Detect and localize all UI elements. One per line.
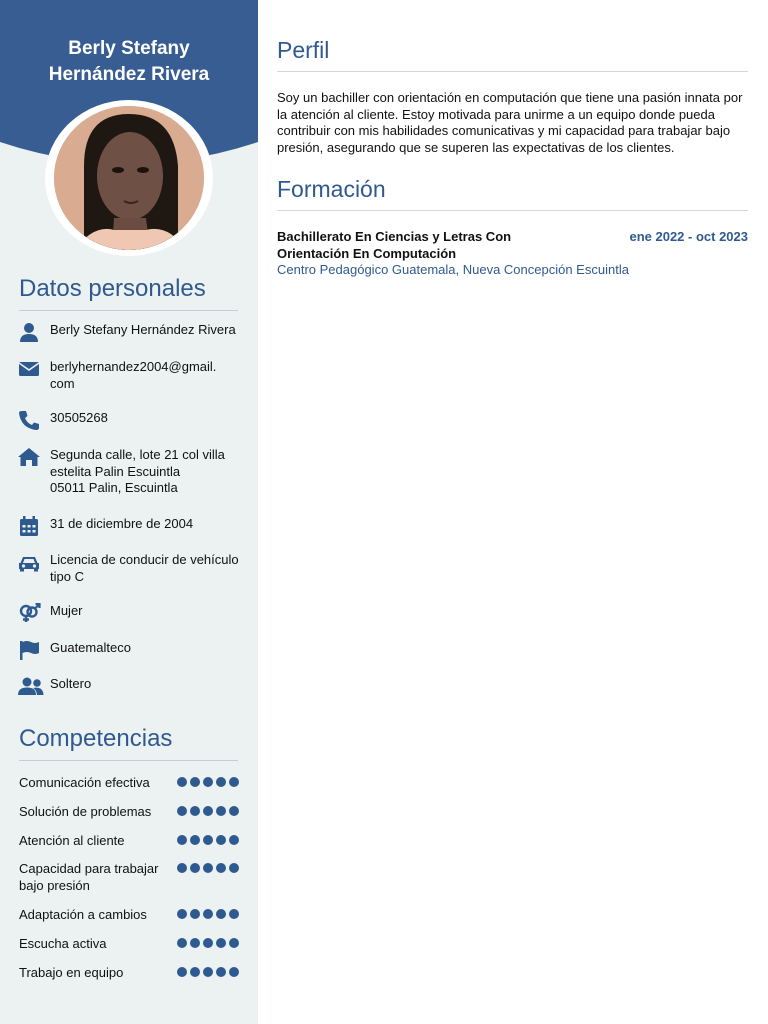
skill-rating [177, 806, 239, 816]
gender-icon [18, 603, 40, 623]
skill-row [19, 964, 239, 981]
personal-item-text: Segunda calle, lote 21 col villa estelita Palin Escuintla 05011 Palin, Escuintla [50, 447, 225, 495]
rating-dot [203, 777, 213, 787]
car-icon [18, 552, 40, 572]
rating-dot [216, 909, 226, 919]
rating-dot [190, 938, 200, 948]
phone-icon [18, 410, 40, 430]
education-divider [277, 210, 748, 211]
skill-rating [177, 835, 239, 845]
rating-dot [229, 967, 239, 977]
personal-item-text: 30505268 [50, 410, 108, 425]
personal-item-text: Guatemalteco [50, 640, 131, 655]
personal-item-text: berlyhernandez2004@gmail. com [50, 359, 217, 391]
envelope-icon [18, 359, 40, 379]
rating-dot [190, 806, 200, 816]
skill-label: Capacidad para trabajar bajo presión [19, 861, 159, 893]
rating-dot [229, 777, 239, 787]
rating-dot [216, 938, 226, 948]
skills-divider [19, 760, 238, 761]
rating-dot [177, 938, 187, 948]
rating-dot [216, 967, 226, 977]
education-degree: Bachillerato En Ciencias y Letras Con Orientación En Computación [277, 229, 512, 261]
personal-item-text: Soltero [50, 676, 92, 691]
personal-item-text: 31 de diciembre de 2004 [50, 516, 194, 531]
skill-rating [177, 938, 239, 948]
skill-label: Atención al cliente [19, 833, 125, 848]
skill-row [19, 935, 239, 952]
rating-dot [177, 777, 187, 787]
person-icon [18, 322, 40, 342]
rating-dot [229, 938, 239, 948]
sidebar [0, 0, 258, 1024]
skill-label: Comunicación efectiva [19, 775, 150, 790]
rating-dot [177, 909, 187, 919]
personal-item-text: Licencia de conducir de vehículo tipo C [50, 552, 239, 584]
skill-label: Escucha activa [19, 936, 107, 951]
main-content [277, 0, 748, 1024]
skill-row [19, 803, 239, 820]
calendar-icon [18, 516, 40, 536]
skill-row [19, 832, 239, 849]
personal-data-title: Datos personales [19, 275, 206, 302]
home-icon [18, 447, 40, 467]
rating-dot [229, 835, 239, 845]
candidate-name-line1: Berly Stefany [68, 38, 190, 59]
candidate-name [0, 36, 258, 88]
flag-icon [18, 640, 40, 660]
rating-dot [216, 863, 226, 873]
rating-dot [190, 909, 200, 919]
rating-dot [229, 863, 239, 873]
profile-text: Soy un bachiller con orientación en computación que tiene una pasión innata por la atención al cliente. Estoy motivada para unirme a un equipo donde pueda contribuir con mis habilidades comunicativas y mi capacidad para trabajar bajo presión, asegurando que se superen las expectativas de los clientes. [277, 90, 743, 155]
rating-dot [203, 835, 213, 845]
skills-title: Competencias [19, 725, 173, 752]
profile-title: Perfil [277, 37, 330, 63]
rating-dot [203, 863, 213, 873]
rating-dot [203, 938, 213, 948]
rating-dot [203, 909, 213, 919]
rating-dot [190, 835, 200, 845]
rating-dot [203, 967, 213, 977]
skill-rating [177, 909, 239, 919]
education-school: Centro Pedagógico Guatemala, Nueva Concepción Escuintla [277, 262, 629, 277]
skill-label: Solución de problemas [19, 804, 152, 819]
personal-item-text: Mujer [50, 603, 83, 618]
rating-dot [177, 863, 187, 873]
education-title: Formación [277, 176, 386, 202]
profile-divider [277, 71, 748, 72]
rating-dot [229, 806, 239, 816]
education-dates: ene 2022 - oct 2023 [629, 229, 748, 244]
rating-dot [190, 967, 200, 977]
rating-dot [216, 806, 226, 816]
rating-dot [190, 863, 200, 873]
skill-row [19, 860, 239, 894]
personal-item-text: Berly Stefany Hernández Rivera [50, 322, 236, 337]
rating-dot [229, 909, 239, 919]
rating-dot [216, 777, 226, 787]
personal-data-divider [19, 310, 238, 311]
profile-photo [54, 106, 204, 250]
skill-row [19, 906, 239, 923]
skill-rating [177, 967, 239, 977]
skill-row [19, 774, 239, 791]
rating-dot [203, 806, 213, 816]
candidate-name-line2: Hernández Rivera [48, 64, 210, 85]
rating-dot [177, 806, 187, 816]
skill-rating [177, 863, 239, 873]
rating-dot [190, 777, 200, 787]
rating-dot [177, 835, 187, 845]
skill-label: Trabajo en equipo [19, 965, 124, 980]
rating-dot [177, 967, 187, 977]
skill-label: Adaptación a cambios [19, 907, 147, 922]
skill-rating [177, 777, 239, 787]
users-icon [18, 676, 40, 696]
rating-dot [216, 835, 226, 845]
